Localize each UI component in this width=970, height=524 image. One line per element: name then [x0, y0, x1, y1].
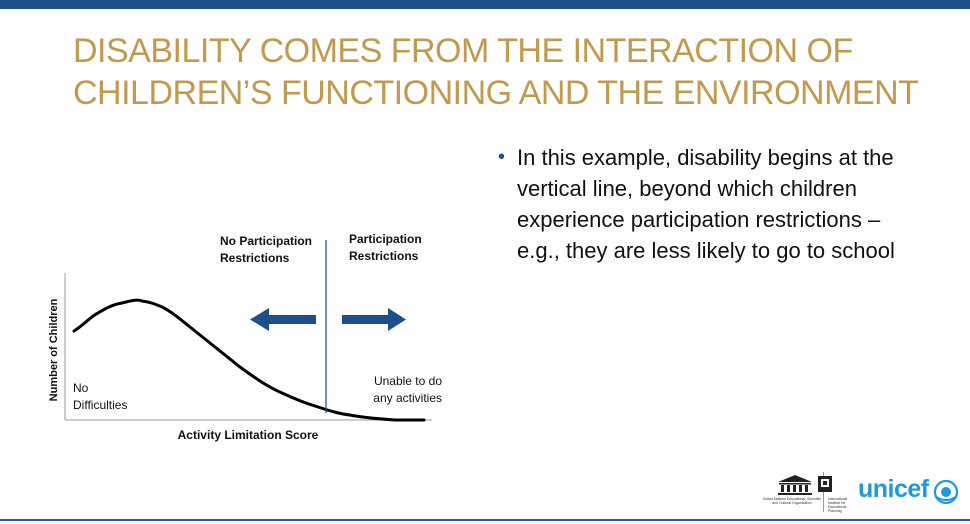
iiep-logo-icon: [812, 474, 836, 496]
left-end-label-line1: No: [73, 381, 89, 395]
unesco-logo-icon: [775, 474, 815, 496]
slide-title: [73, 30, 918, 114]
x-axis-label: Activity Limitation Score: [177, 428, 319, 442]
right-end-label-line1: Unable to do: [373, 374, 442, 388]
title-line-1: DISABILITY COMES FROM THE INTERACTION OF: [73, 32, 853, 70]
unicef-emblem-icon: [933, 479, 959, 505]
right-region-label-line2: Restrictions: [349, 249, 419, 263]
unicef-logo-text: unicef: [858, 475, 929, 503]
title-line-2: CHILDREN’S FUNCTIONING AND THE ENVIRONMENT: [73, 74, 919, 112]
bullet-dot-icon: •: [498, 146, 506, 168]
left-region-label-line1: No Participation: [220, 234, 313, 248]
right-arrow-icon: [342, 308, 406, 331]
right-end-label-line2: any activities: [373, 391, 442, 405]
left-arrow-icon: [250, 308, 316, 331]
unesco-caption: United Nations Educational, Scientific and Cultural Organization: [762, 497, 822, 505]
distribution-diagram: [40, 225, 460, 450]
top-accent-bar: [0, 0, 970, 9]
bottom-accent-line: [0, 519, 970, 521]
y-axis-label: Number of Children: [48, 298, 60, 402]
left-region-label-line2: Restrictions: [220, 251, 290, 265]
right-region-label-line1: Participation: [349, 232, 422, 246]
left-end-label-line2: Difficulties: [73, 398, 128, 412]
bullet-text: In this example, disability begins at the vertical line, beyond which children experience participation restrictions – e.g., they are less likely to go to school: [517, 145, 895, 263]
iiep-caption: International Institute for Educational Planning: [828, 497, 848, 513]
bullet-point: [498, 142, 918, 266]
